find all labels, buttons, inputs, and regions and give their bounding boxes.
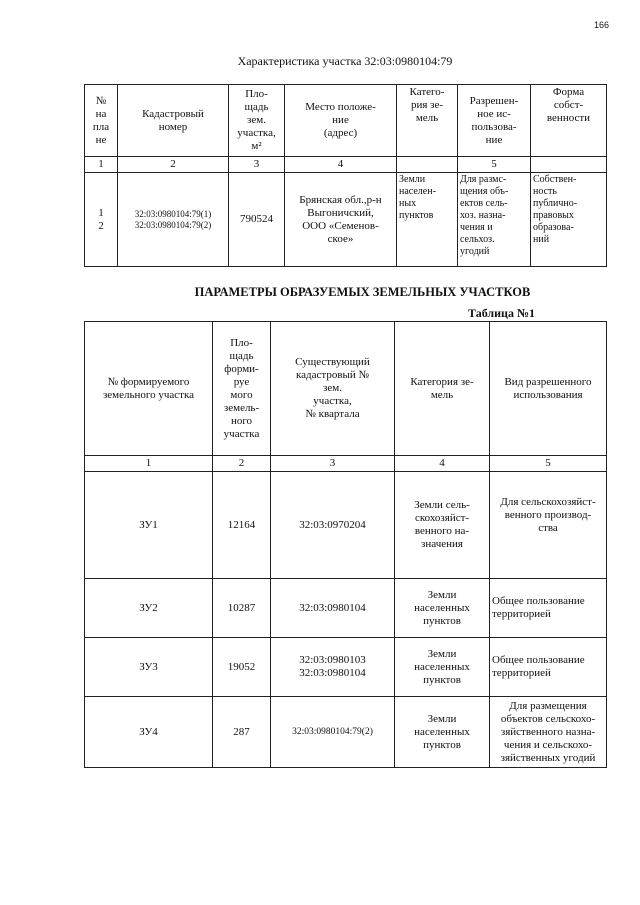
permitted-use-cell: Общее пользование территорией bbox=[490, 579, 607, 638]
area-cell: 790524 bbox=[229, 173, 285, 267]
plot-id-cell: ЗУ4 bbox=[85, 697, 213, 768]
header-cell: Место положе- ние (адрес) bbox=[285, 85, 397, 157]
table-row bbox=[85, 579, 607, 638]
plot-characteristics-table bbox=[84, 84, 607, 267]
cadastral-number-cell: 32:03:0970204 bbox=[271, 472, 395, 579]
section-title: Характеристика участка 32:03:0980104:79 bbox=[237, 54, 453, 68]
column-number: 1 bbox=[85, 456, 213, 472]
permitted-use-cell: Общее пользование территорией bbox=[490, 638, 607, 697]
address-cell: Брянская обл.,р-н Выгоничский, ООО «Семенов- ское» bbox=[285, 173, 397, 267]
table-row bbox=[85, 638, 607, 697]
column-number bbox=[397, 157, 458, 173]
column-number: 3 bbox=[229, 157, 285, 173]
header-cell: Кадастровый номер bbox=[118, 85, 229, 157]
header-cell: Существующий кадастровый № зем. участка, № квартала bbox=[271, 322, 395, 456]
page-number: 166 bbox=[594, 20, 610, 30]
area-cell: 10287 bbox=[213, 579, 271, 638]
header-cell: Катего- рия зе- мель bbox=[397, 85, 458, 157]
header-cell: Разрешен- ное ис- пользова- ние bbox=[458, 85, 531, 157]
permitted-use-cell: Для размещения объектов сельскохо- зяйственного назна- чения и сельскохо- зяйственных угодий bbox=[490, 697, 607, 768]
area-cell: 12164 bbox=[213, 472, 271, 579]
column-number: 2 bbox=[213, 456, 271, 472]
area-cell: 287 bbox=[213, 697, 271, 768]
category-cell: Земли населенных пунктов bbox=[395, 638, 490, 697]
plot-id-cell: ЗУ1 bbox=[85, 472, 213, 579]
cadastral-number-cell: 32:03:0980104:79(1) 32:03:0980104:79(2) bbox=[118, 173, 229, 267]
column-number: 4 bbox=[285, 157, 397, 173]
column-number: 5 bbox=[458, 157, 531, 173]
header-cell: № на пла не bbox=[85, 85, 118, 157]
column-number bbox=[531, 157, 607, 173]
cadastral-number-cell: 32:03:0980104:79(2) bbox=[271, 697, 395, 768]
plan-number-cell: 1 2 bbox=[85, 173, 118, 267]
permitted-use-cell: Для размс- щения объ- ектов сель- хоз. назна- чения и сельхоз. угодий bbox=[458, 173, 531, 267]
table-row bbox=[85, 472, 607, 579]
table-label: Таблица №1 bbox=[468, 306, 536, 320]
header-cell: Вид разрешенного использования bbox=[490, 322, 607, 456]
table-header-row bbox=[85, 322, 607, 456]
header-cell: Форма собст- венности bbox=[531, 85, 607, 157]
header-cell: № формируемого земельного участка bbox=[85, 322, 213, 456]
cadastral-number-cell: 32:03:0980103 32:03:0980104 bbox=[271, 638, 395, 697]
plot-id-cell: ЗУ2 bbox=[85, 579, 213, 638]
header-cell: Пло- щадь зем. участка, м² bbox=[229, 85, 285, 157]
header-cell: Категория зе- мель bbox=[395, 322, 490, 456]
column-number: 2 bbox=[118, 157, 229, 173]
column-number: 4 bbox=[395, 456, 490, 472]
table-row bbox=[85, 697, 607, 768]
table-row bbox=[85, 173, 607, 267]
area-cell: 19052 bbox=[213, 638, 271, 697]
permitted-use-cell: Для сельскохозяйст- венного производ- ства bbox=[490, 472, 607, 579]
ownership-cell: Собствен- ность публично- правовых образова- ний bbox=[531, 173, 607, 267]
column-number: 3 bbox=[271, 456, 395, 472]
header-cell: Пло- щадь форми- руе мого земель- ного участка bbox=[213, 322, 271, 456]
cadastral-number-cell: 32:03:0980104 bbox=[271, 579, 395, 638]
parameters-heading: ПАРАМЕТРЫ ОБРАЗУЕМЫХ ЗЕМЕЛЬНЫХ УЧАСТКОВ bbox=[194, 285, 531, 299]
column-number: 1 bbox=[85, 157, 118, 173]
formed-plots-table bbox=[84, 321, 607, 768]
category-cell: Земли населен- ных пунктов bbox=[397, 173, 458, 267]
column-number-row bbox=[85, 456, 607, 472]
category-cell: Земли сель- скохозяйст- венного на- значения bbox=[395, 472, 490, 579]
plot-id-cell: ЗУ3 bbox=[85, 638, 213, 697]
category-cell: Земли населенных пунктов bbox=[395, 579, 490, 638]
table-header-row bbox=[85, 85, 607, 157]
category-cell: Земли населенных пунктов bbox=[395, 697, 490, 768]
column-number: 5 bbox=[490, 456, 607, 472]
column-number-row bbox=[85, 157, 607, 173]
